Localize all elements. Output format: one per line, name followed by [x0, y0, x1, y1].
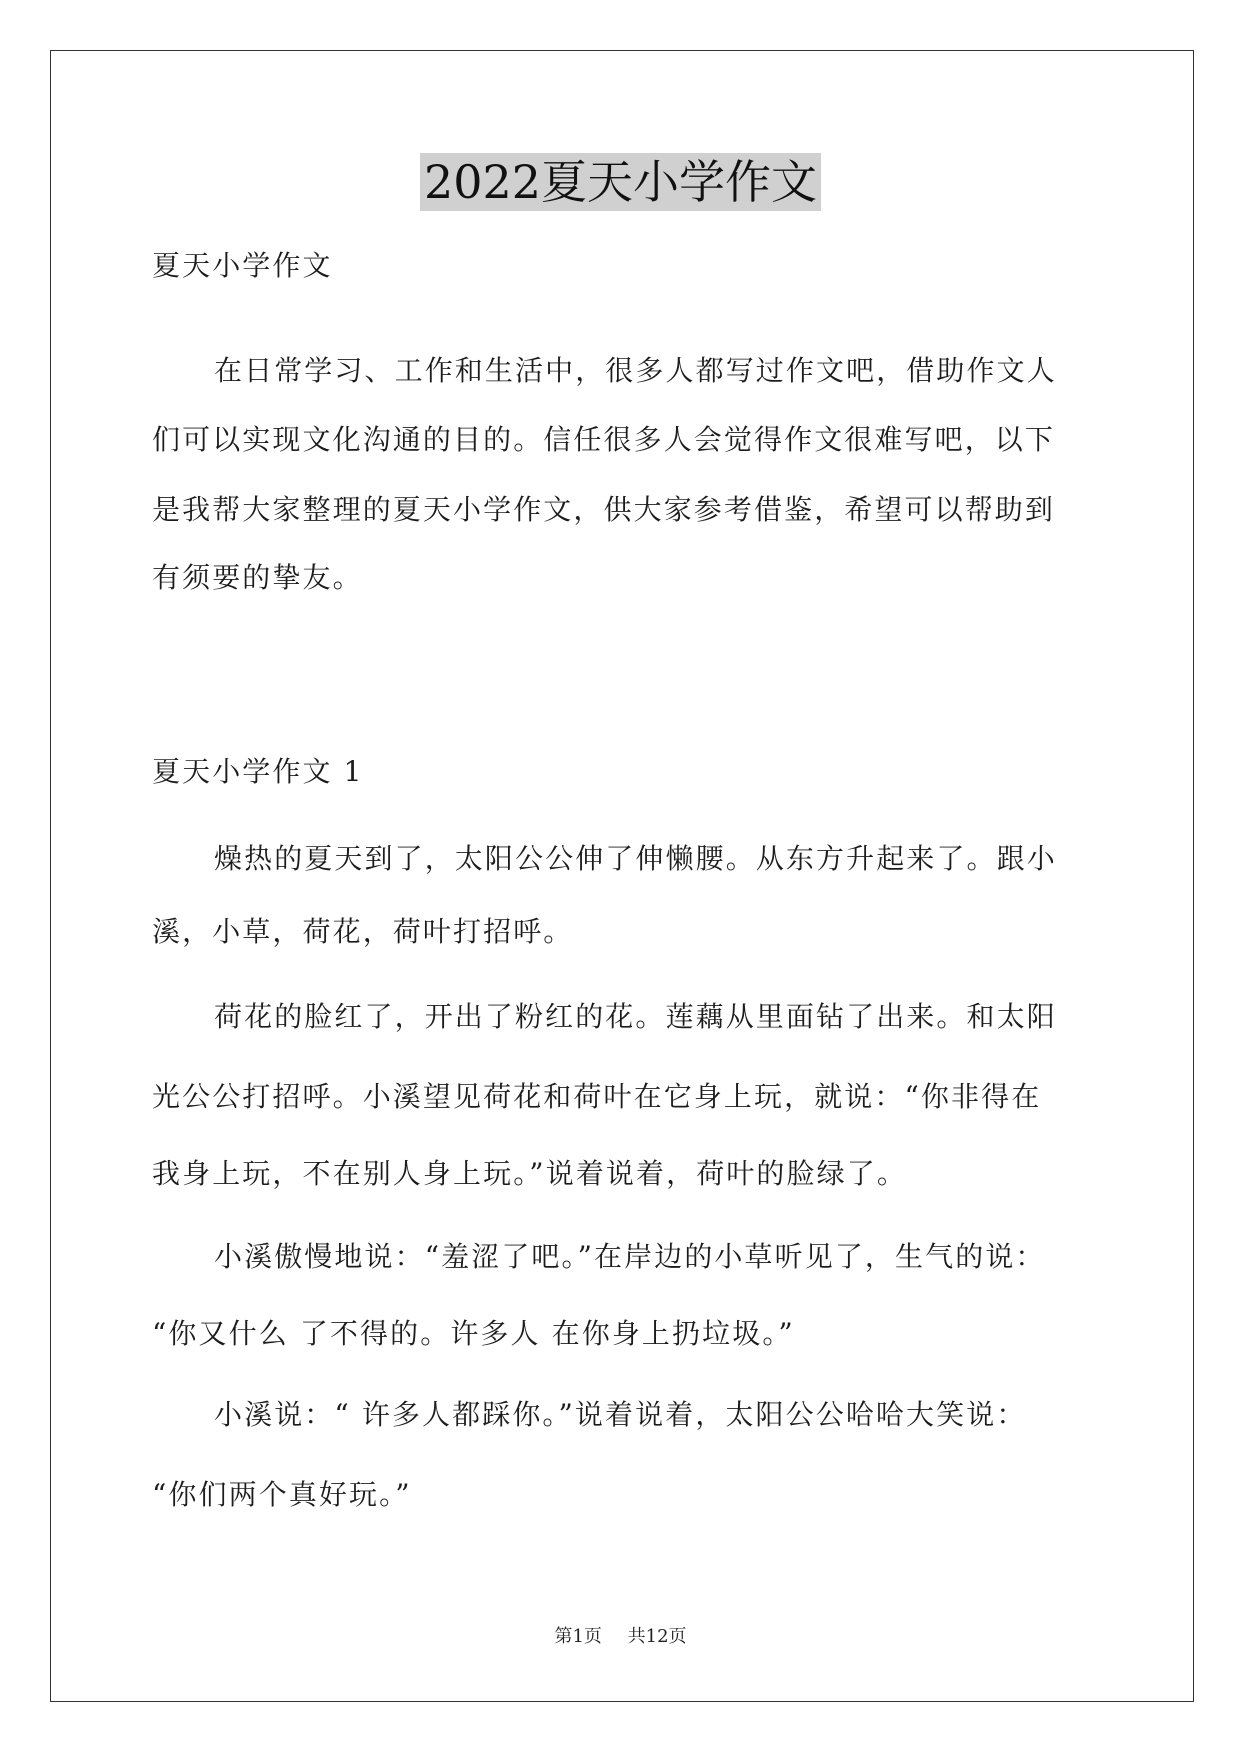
section-heading-intro: 夏天小学作文 — [152, 249, 333, 282]
paragraph-line: 小溪说：“ 许多人都踩你。”说着说着，太阳公公哈哈大笑说： — [214, 1398, 1027, 1431]
paragraph-line: 光公公打招呼。小溪望见荷花和荷叶在它身上玩，就说：“你非得在 — [152, 1080, 1042, 1113]
page-number: 第1页 — [554, 1626, 602, 1647]
paragraph-line: 在日常学习、工作和生活中，很多人都写过作文吧，借助作文人 — [214, 354, 1057, 387]
title-container — [0, 153, 1241, 211]
paragraph-line: 荷花的脸红了，开出了粉红的花。莲藕从里面钻了出来。和太阳 — [214, 1000, 1057, 1033]
paragraph-line: 溪，小草，荷花，荷叶打招呼。 — [152, 915, 574, 948]
paragraph-line: 们可以实现文化沟通的目的。信任很多人会觉得作文很难写吧，以下 — [152, 423, 1056, 456]
paragraph-line: 是我帮大家整理的夏天小学作文，供大家参考借鉴，希望可以帮助到 — [152, 493, 1056, 526]
paragraph-line: 有须要的挚友。 — [152, 561, 363, 594]
paragraph-line: “你们两个真好玩。” — [152, 1478, 412, 1511]
page-count: 共12页 — [627, 1626, 687, 1647]
document-title: 2022夏天小学作文 — [420, 153, 821, 211]
page-footer — [0, 1625, 1241, 1649]
paragraph-line: “你又什么 了不得的。许多人 在你身上扔垃圾。” — [152, 1317, 795, 1350]
section-heading-essay-1: 夏天小学作文 1 — [152, 755, 364, 788]
paragraph-line: 小溪傲慢地说：“羞涩了吧。”在岸边的小草听见了，生气的说： — [214, 1240, 1046, 1273]
paragraph-line: 燥热的夏天到了，太阳公公伸了伸懒腰。从东方升起来了。跟小 — [214, 842, 1057, 875]
paragraph-line: 我身上玩，不在别人身上玩。”说着说着，荷叶的脸绿了。 — [152, 1157, 907, 1190]
